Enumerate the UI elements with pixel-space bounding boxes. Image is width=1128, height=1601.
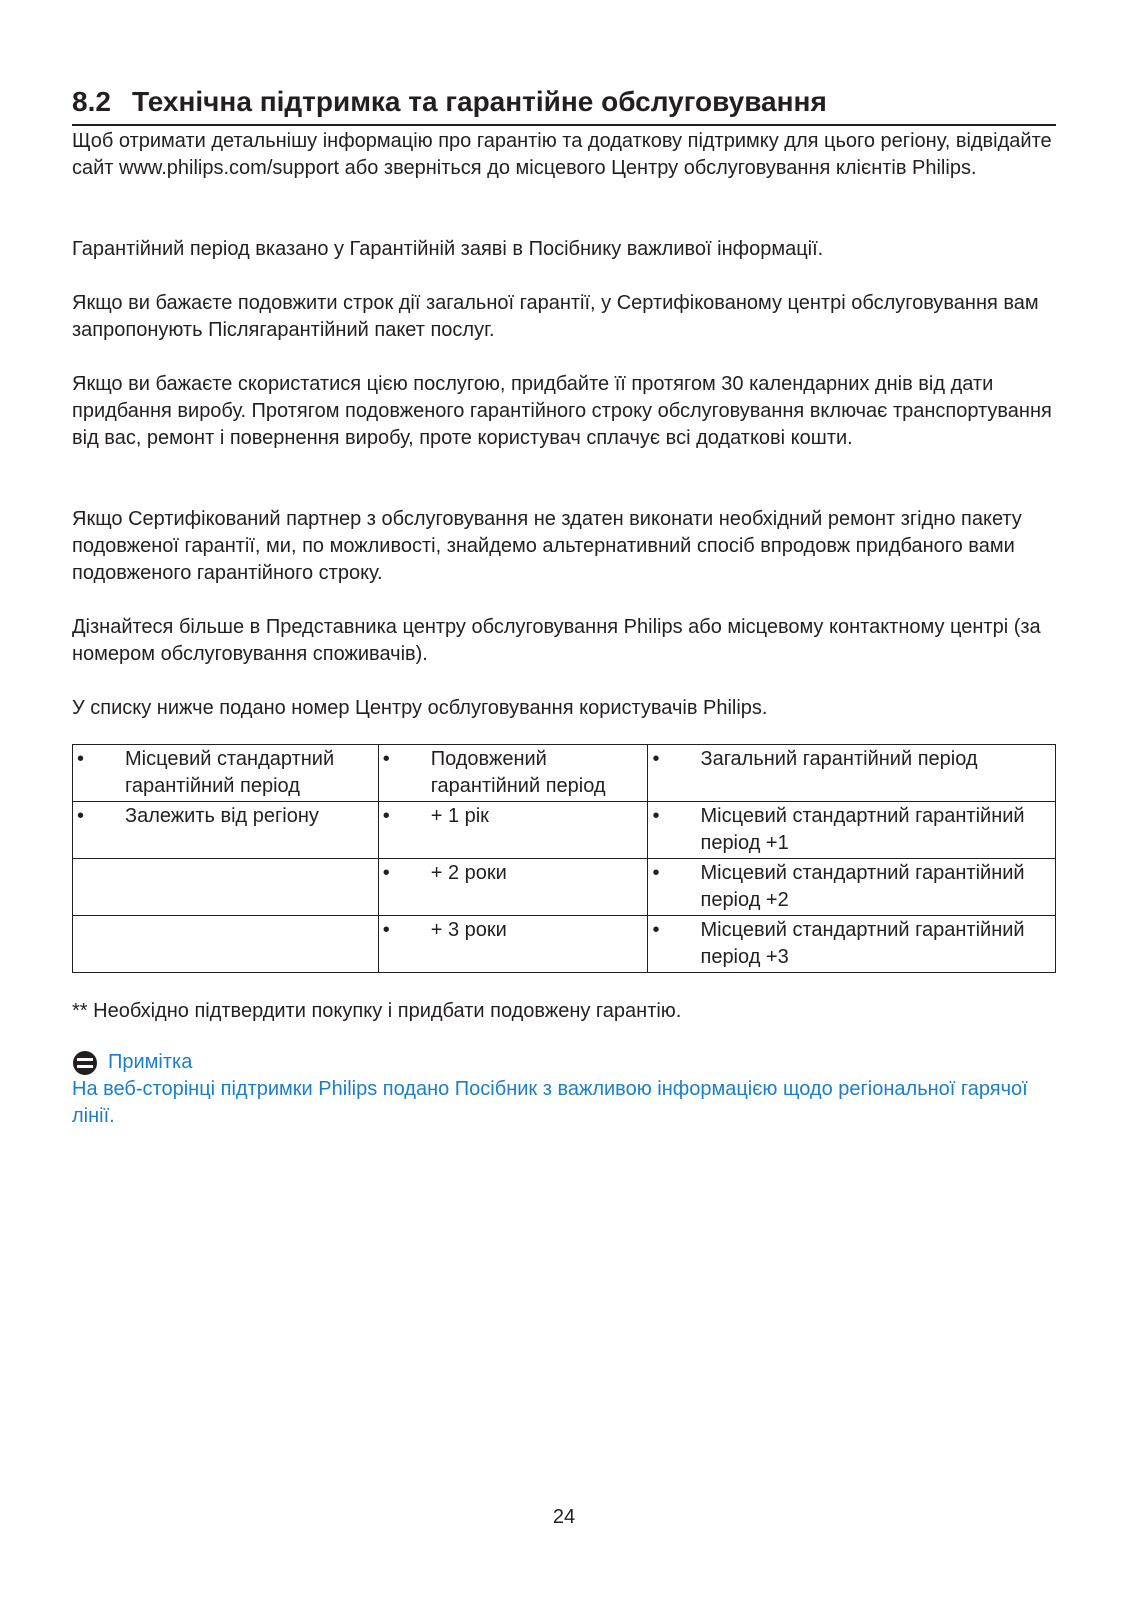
cell-text: + 1 рік: [430, 805, 489, 827]
section-title-text: Технічна підтримка та гарантійне обслуговування: [132, 86, 827, 117]
paragraph-warranty-period: Гарантійний період вказано у Гарантійній заяві в Посібнику важливої інформації.: [72, 238, 824, 260]
table-cell: [648, 745, 1056, 802]
table-row: [73, 859, 1056, 916]
cell-text: + 2 роки: [430, 862, 507, 884]
cell-text: + 3 роки: [430, 919, 507, 941]
table-cell: [378, 916, 648, 973]
section-number: 8.2: [72, 86, 111, 117]
table-header-row: [73, 745, 1056, 802]
bullet: •: [77, 805, 85, 827]
page-number: 24: [552, 1506, 576, 1528]
paragraph-learn-more: Дізнайтеся більше в Представника центру обслуговування Philips або місцевому контактному центрі (за номером обслуговування споживачів).: [72, 616, 1041, 665]
table-cell: [73, 802, 379, 859]
warranty-table: [72, 744, 1056, 973]
note-header: [72, 1049, 192, 1076]
table-row: [73, 916, 1056, 973]
bullet: •: [652, 862, 660, 884]
bullet: •: [382, 805, 390, 827]
header-local-period: Місцевий стандартний гарантійний період: [125, 748, 335, 797]
bullet: •: [652, 919, 660, 941]
bullet: •: [382, 919, 390, 941]
table-cell: [378, 802, 648, 859]
table-cell: [73, 745, 379, 802]
table-cell: [378, 745, 648, 802]
bullet: •: [652, 805, 660, 827]
bullet: •: [382, 862, 390, 884]
table-cell: [648, 802, 1056, 859]
paragraph-list-intro: У списку нижче подано номер Центру осблуговування користувачів Philips.: [72, 697, 768, 719]
footnote: ** Необхідно підтвердити покупку і придбати подовжену гарантію.: [72, 1000, 682, 1022]
section-title: [72, 84, 1056, 120]
note-text: На веб-сторінці підтримки Philips подано Посібник з важливою інформацією щодо регіональної гарячої лінії.: [72, 1078, 1028, 1127]
bullet: •: [652, 748, 660, 770]
cell-text: Місцевий стандартний гарантійний період +3: [700, 919, 1025, 968]
table-row: [73, 802, 1056, 859]
header-extended-period: Подовжений гарантійний період: [430, 748, 606, 797]
header-total-period: Загальний гарантійний період: [700, 748, 978, 770]
paragraph-service-terms: Якщо ви бажаєте скористатися цією послугою, придбайте її протягом 30 календарних днів від дати придбання виробу. Протягом подовженого гарантійного строку обслуговування включає транспортування від вас, ремонт і повернення виробу, проте користувач сплачує всі додаткові кошти.: [72, 373, 1052, 449]
paragraph-extend-warranty: Якщо ви бажаєте подовжити строк дії загальної гарантії, у Сертифікованому центрі обслуговування вам запропонують Післягарантійний пакет послуг.: [72, 292, 1039, 341]
table-cell: [378, 859, 648, 916]
cell-text: Місцевий стандартний гарантійний період +2: [700, 862, 1025, 911]
note-icon: [72, 1050, 98, 1076]
paragraph-partner-repair: Якщо Сертифікований партнер з обслуговування не здатен виконати необхідний ремонт згідно пакету подовженої гарантії, ми, по можливості, знайдемо альтернативний спосіб впродовж придбаного вами подовженого гарантійного строку.: [72, 508, 1022, 584]
section-heading: [72, 84, 1056, 126]
table-cell: [648, 859, 1056, 916]
paragraph-support-info: Щоб отримати детальнішу інформацію про гарантію та додаткову підтримку для цього регіону, відвідайте сайт www.philips.com/support або зверніться до місцевого Центру обслуговування клієнтів Philips.: [72, 130, 1052, 179]
table-cell: [648, 916, 1056, 973]
bullet: •: [382, 748, 390, 770]
cell-text: Залежить від регіону: [125, 805, 319, 827]
cell-text: Місцевий стандартний гарантійний період +1: [700, 805, 1025, 854]
table-cell-empty: [73, 859, 379, 916]
table-cell-empty: [73, 916, 379, 973]
bullet: •: [77, 748, 85, 770]
note-title: Примітка: [108, 1051, 193, 1073]
